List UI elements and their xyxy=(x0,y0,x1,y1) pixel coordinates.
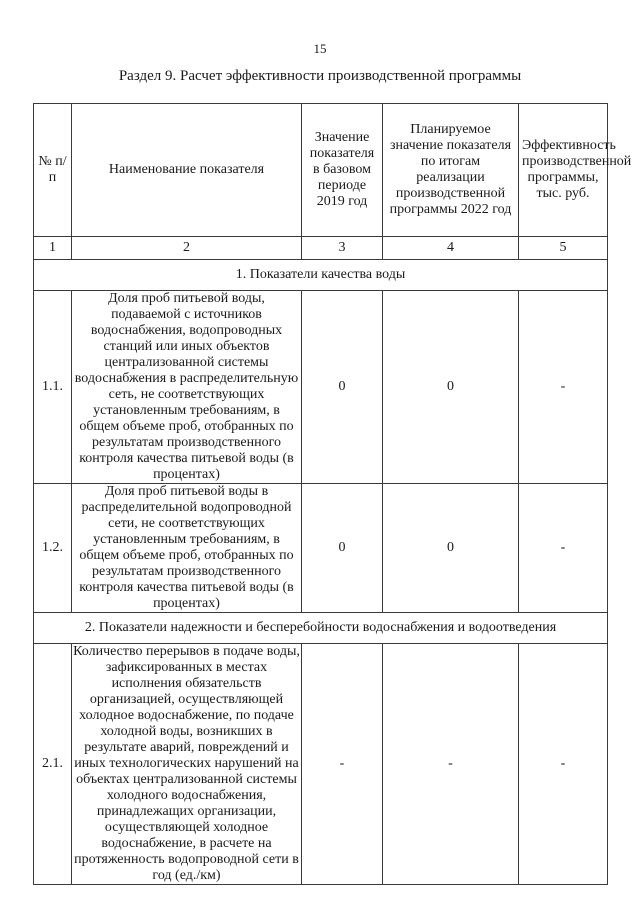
row-number: 1.2. xyxy=(34,484,72,613)
table-header-row xyxy=(34,104,608,237)
header-planned-value: Планируемое значение показателя по итогам реализации производственной программы 2022 год xyxy=(383,104,519,237)
table-row xyxy=(34,484,608,613)
row-number: 1.1. xyxy=(34,291,72,484)
header-base-value: Значение показателя в базовом периоде 2019 год xyxy=(302,104,383,237)
indicator-name: Доля проб питьевой воды, подаваемой с источников водоснабжения, водопроводных станций или иных объектов централизованной системы водоснабжения в распределительную сеть, не соответствующих установленным требованиям, в общем объеме проб, отобранных по результатам производственного контроля качества питьевой воды (в процентах) xyxy=(72,291,302,484)
indicator-name: Количество перерывов в подаче воды, зафиксированных в местах исполнения обязательств организацией, осуществляющей холодное водоснабжение, по подаче холодной воды, возникших в результате аварий, повреждений и иных технологических нарушений на объектах централизованной системы холодного водоснабжения, принадлежащих организации, осуществляющей холодное водоснабжение, в расчете на протяженность водопроводной сети в год (ед./км) xyxy=(73,644,300,883)
efficiency-value: - xyxy=(519,644,608,885)
group-title-water-quality: 1. Показатели качества воды xyxy=(34,260,608,291)
section-title: Раздел 9. Расчет эффективности производственной программы xyxy=(118,68,522,84)
column-number: 2 xyxy=(72,237,302,260)
planned-value: - xyxy=(383,644,519,885)
group-header-row xyxy=(34,260,608,291)
header-efficiency: Эффективность производственной программы, тыс. руб. xyxy=(519,104,608,237)
column-number: 1 xyxy=(34,237,72,260)
efficiency-value: - xyxy=(519,291,608,484)
efficiency-value: - xyxy=(519,484,608,613)
row-number: 2.1. xyxy=(34,644,72,885)
efficiency-table xyxy=(33,103,632,885)
group-title-reliability: 2. Показатели надежности и бесперебойности водоснабжения и водоотведения xyxy=(34,613,608,644)
base-value: 0 xyxy=(302,484,383,613)
column-number: 5 xyxy=(519,237,608,260)
header-indicator-name: Наименование показателя xyxy=(72,104,302,237)
column-number: 4 xyxy=(383,237,519,260)
base-value: 0 xyxy=(302,291,383,484)
base-value: - xyxy=(302,644,383,885)
header-number: № п/п xyxy=(34,104,72,237)
planned-value: 0 xyxy=(383,291,519,484)
group-header-row xyxy=(34,613,608,644)
table-row xyxy=(34,291,608,484)
table-row xyxy=(34,644,608,885)
column-numbers-row xyxy=(34,237,608,260)
page-number: 15 xyxy=(313,41,327,56)
column-number: 3 xyxy=(302,237,383,260)
indicator-name: Доля проб питьевой воды в распределительной водопроводной сети, не соответствующих установленным требованиям, в общем объеме проб, отобранных по результатам производственного контроля качества питьевой воды (в процентах) xyxy=(72,484,302,613)
planned-value: 0 xyxy=(383,484,519,613)
